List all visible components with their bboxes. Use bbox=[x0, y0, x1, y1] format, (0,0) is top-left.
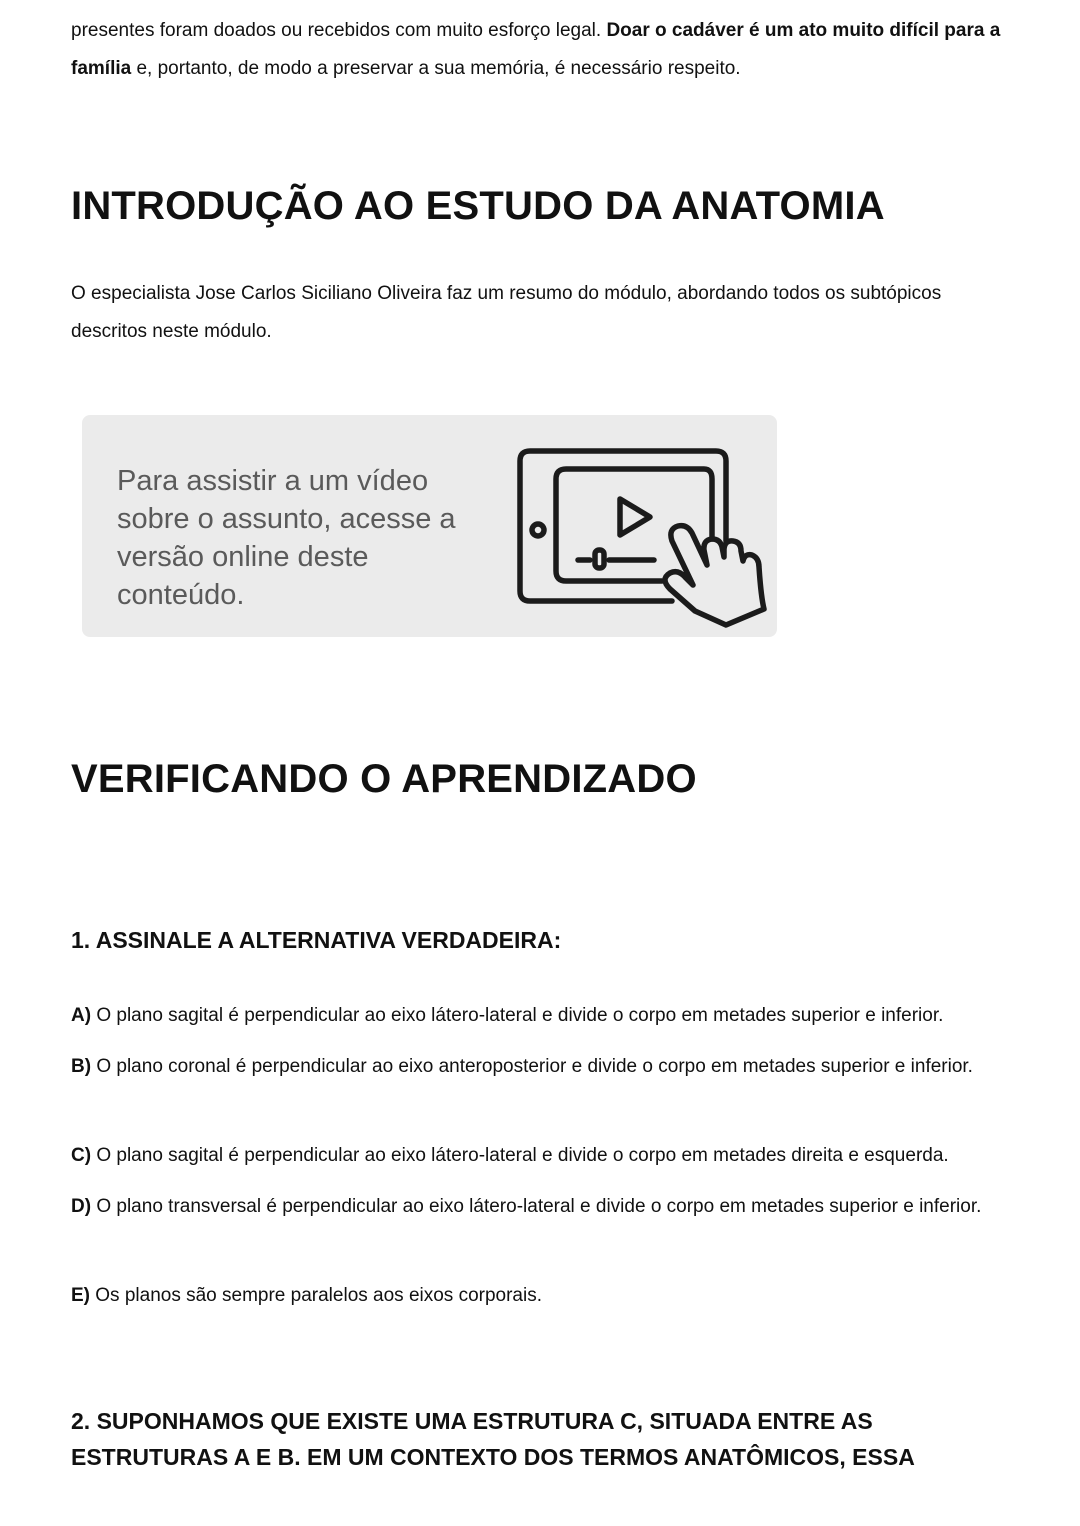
option-letter: A) bbox=[71, 1005, 92, 1026]
section-heading-intro: INTRODUÇÃO AO ESTUDO DA ANATOMIA bbox=[71, 184, 885, 228]
option-letter: B) bbox=[71, 1056, 92, 1077]
option-letter: D) bbox=[71, 1196, 92, 1217]
tablet-video-touch-icon bbox=[512, 429, 772, 629]
section-intro-paragraph: O especialista Jose Carlos Siciliano Oliveira faz um resumo do módulo, abordando todos os subtópicos descritos neste módulo. bbox=[71, 283, 942, 342]
question-1-option-a bbox=[71, 997, 1011, 1035]
question-1-option-d bbox=[71, 1188, 1011, 1226]
option-text: O plano coronal é perpendicular ao eixo anteroposterior e divide o corpo em metades superior e inferior. bbox=[91, 1056, 973, 1077]
intro-bold-text: Doar o cadáver é um ato muito difícil para a família bbox=[71, 20, 1001, 79]
question-1-option-b bbox=[71, 1048, 1011, 1086]
intro-text-1: presentes foram doados ou recebidos com muito esforço legal. bbox=[71, 20, 607, 41]
question-1-option-c bbox=[71, 1137, 1011, 1175]
video-placeholder-box[interactable] bbox=[82, 415, 777, 637]
video-placeholder-text: Para assistir a um vídeo sobre o assunto, acesse a versão online deste conteúdo. bbox=[117, 465, 456, 611]
option-text: O plano sagital é perpendicular ao eixo látero-lateral e divide o corpo em metades direita e esquerda. bbox=[91, 1145, 949, 1166]
option-text: Os planos são sempre paralelos aos eixos corporais. bbox=[90, 1285, 543, 1306]
option-letter: E) bbox=[71, 1285, 90, 1306]
section-heading-verify: VERIFICANDO O APRENDIZADO bbox=[71, 757, 697, 801]
question-2-title: 2. SUPONHAMOS QUE EXISTE UMA ESTRUTURA C, SITUADA ENTRE AS ESTRUTURAS A E B. EM UM CONTEXTO DOS TERMOS ANATÔMICOS, ESSA bbox=[71, 1408, 915, 1470]
option-text: O plano transversal é perpendicular ao eixo látero-lateral e divide o corpo em metades superior e inferior. bbox=[91, 1196, 982, 1217]
intro-paragraph bbox=[71, 12, 1011, 88]
intro-text-2: e, portanto, de modo a preservar a sua memória, é necessário respeito. bbox=[131, 58, 741, 79]
option-letter: C) bbox=[71, 1145, 92, 1166]
question-1-option-e bbox=[71, 1277, 1011, 1315]
option-text: O plano sagital é perpendicular ao eixo látero-lateral e divide o corpo em metades superior e inferior. bbox=[91, 1005, 944, 1026]
question-1-title: 1. ASSINALE A ALTERNATIVA VERDADEIRA: bbox=[71, 927, 562, 953]
